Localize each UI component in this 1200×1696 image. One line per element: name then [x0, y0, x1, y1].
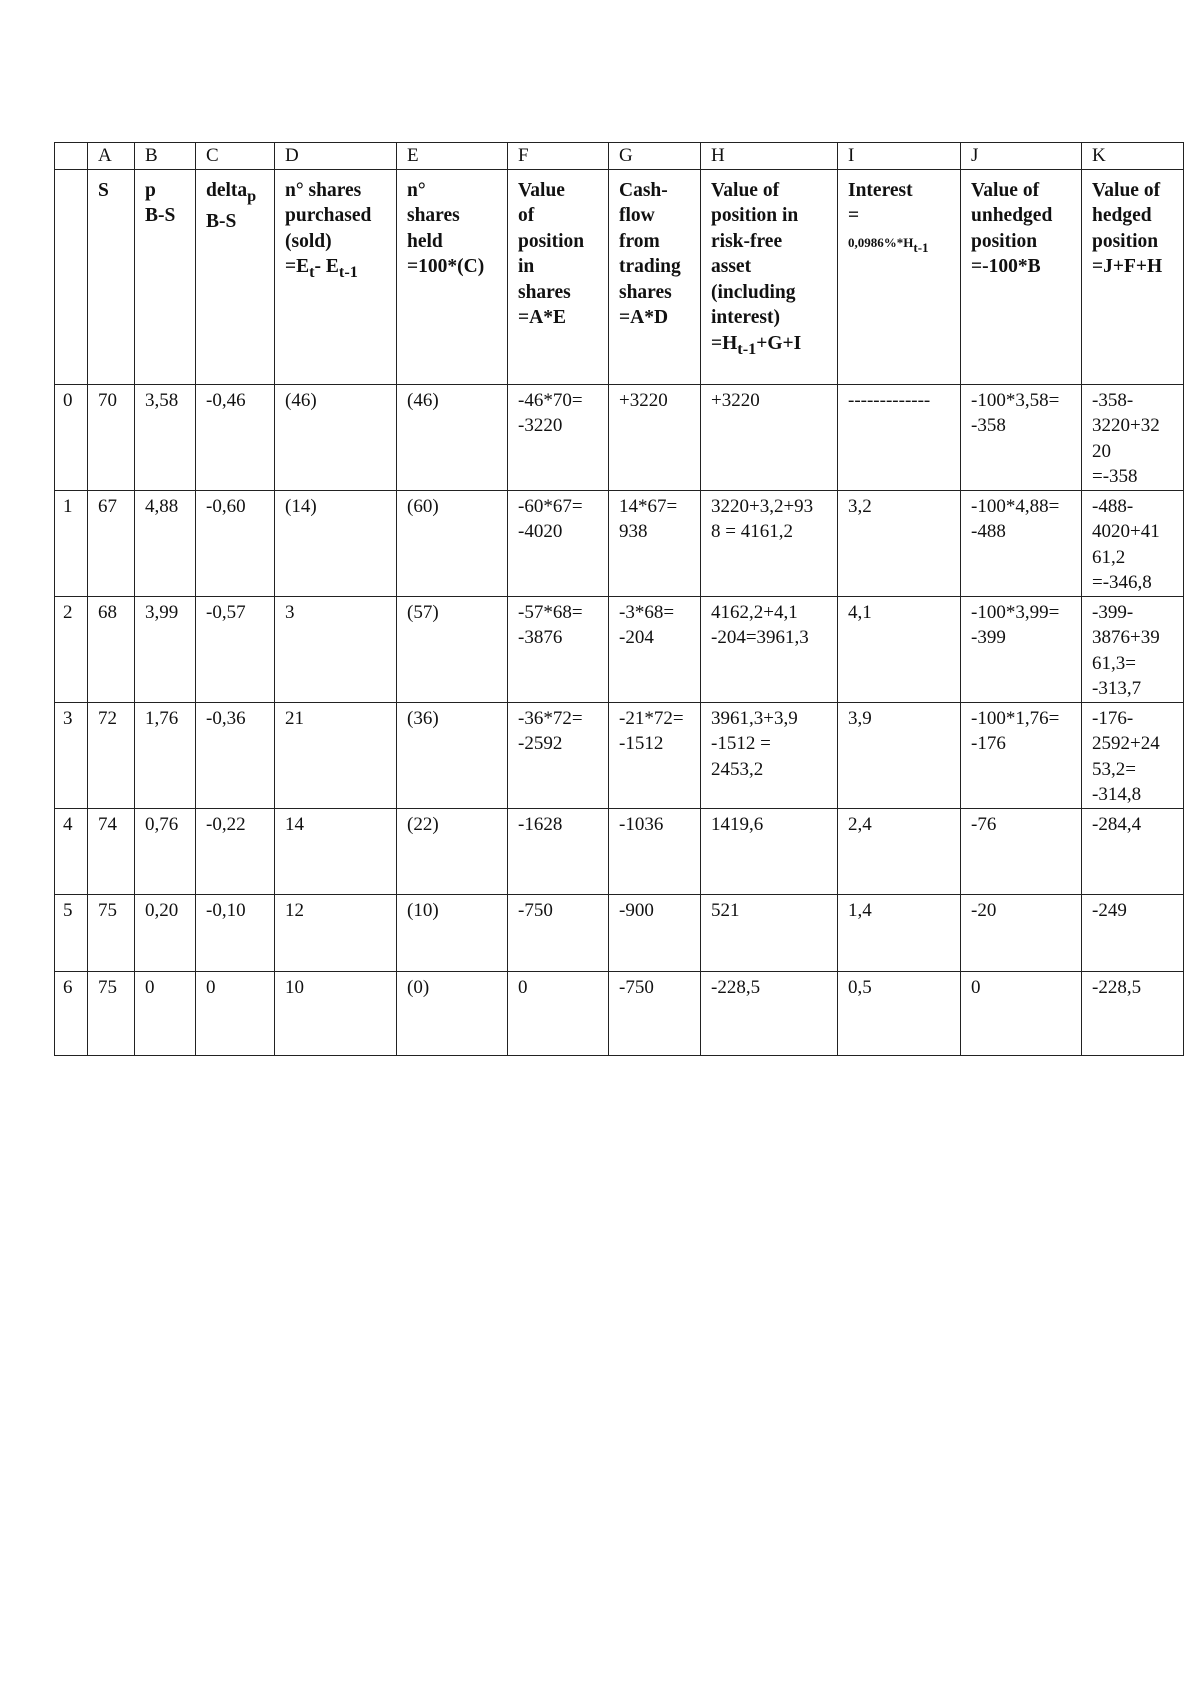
row-index-cell: 1 — [55, 490, 88, 596]
table-row — [55, 702, 1184, 808]
table-cell-d: (46) — [275, 384, 397, 490]
table-cell-i: 0,5 — [838, 971, 961, 1055]
table-cell-j: -100*3,58= -358 — [961, 384, 1082, 490]
header-cell-empty — [55, 169, 88, 384]
table-cell-d: 21 — [275, 702, 397, 808]
header-c-main: delta — [206, 179, 248, 201]
table-cell-i: 2,4 — [838, 808, 961, 894]
header-cell-d — [275, 169, 397, 384]
table-body — [55, 384, 1184, 1055]
column-letter-cell: K — [1082, 143, 1184, 170]
table-cell-g: -900 — [609, 894, 701, 971]
table-cell-f: -36*72= -2592 — [508, 702, 609, 808]
table-row — [55, 384, 1184, 490]
table-cell-b: 0,20 — [135, 894, 196, 971]
table-cell-i: ------------- — [838, 384, 961, 490]
table-cell-e: (57) — [397, 596, 508, 702]
row-index-cell: 6 — [55, 971, 88, 1055]
table-cell-a: 68 — [88, 596, 135, 702]
table-cell-i: 3,9 — [838, 702, 961, 808]
table-cell-c: -0,60 — [196, 490, 275, 596]
table-cell-g: -1036 — [609, 808, 701, 894]
header-c-tail: B-S — [206, 210, 237, 232]
row-index-cell: 2 — [55, 596, 88, 702]
table-cell-e: (60) — [397, 490, 508, 596]
header-cell-c — [196, 169, 275, 384]
table-cell-e: (36) — [397, 702, 508, 808]
table-cell-h: 4162,2+4,1 -204=3961,3 — [701, 596, 838, 702]
header-h-sub: t-1 — [737, 339, 757, 358]
header-i-formula: 0,0986%*H — [848, 234, 914, 250]
column-letter-cell — [55, 143, 88, 170]
table-row — [55, 808, 1184, 894]
header-c-sub: p — [247, 186, 257, 205]
table-cell-j: -100*1,76= -176 — [961, 702, 1082, 808]
column-letter-cell: J — [961, 143, 1082, 170]
table-row — [55, 490, 1184, 596]
table-cell-e: (46) — [397, 384, 508, 490]
table-cell-e: (22) — [397, 808, 508, 894]
table-cell-c: 0 — [196, 971, 275, 1055]
table-cell-c: -0,57 — [196, 596, 275, 702]
header-d-sub1: t — [309, 262, 315, 281]
table-cell-a: 70 — [88, 384, 135, 490]
table-cell-e: (10) — [397, 894, 508, 971]
table-cell-c: -0,10 — [196, 894, 275, 971]
table-cell-h: 521 — [701, 894, 838, 971]
table-cell-k: -358- 3220+32 20 =-358 — [1082, 384, 1184, 490]
table-cell-e: (0) — [397, 971, 508, 1055]
table-cell-h: 1419,6 — [701, 808, 838, 894]
table-cell-k: -399- 3876+39 61,3= -313,7 — [1082, 596, 1184, 702]
table-cell-k: -176- 2592+24 53,2= -314,8 — [1082, 702, 1184, 808]
table-cell-a: 72 — [88, 702, 135, 808]
row-index-cell: 0 — [55, 384, 88, 490]
table-cell-c: -0,46 — [196, 384, 275, 490]
table-cell-b: 0,76 — [135, 808, 196, 894]
header-cell-f: Value of position in shares =A*E — [508, 169, 609, 384]
table-cell-i: 3,2 — [838, 490, 961, 596]
table-cell-j: -100*4,88= -488 — [961, 490, 1082, 596]
table-cell-g: 14*67= 938 — [609, 490, 701, 596]
column-letter-cell: E — [397, 143, 508, 170]
table-cell-b: 3,99 — [135, 596, 196, 702]
header-h-main: Value of position in risk-free asset (including interest) =H — [711, 179, 799, 354]
table-cell-b: 0 — [135, 971, 196, 1055]
header-cell-e: n° shares held =100*(C) — [397, 169, 508, 384]
column-letter-cell: A — [88, 143, 135, 170]
header-cell-a: S — [88, 169, 135, 384]
table-cell-j: -76 — [961, 808, 1082, 894]
table-cell-h: 3220+3,2+93 8 = 4161,2 — [701, 490, 838, 596]
column-letter-row — [55, 143, 1184, 170]
header-cell-i — [838, 169, 961, 384]
column-letter-cell: B — [135, 143, 196, 170]
table-cell-g: -750 — [609, 971, 701, 1055]
column-letter-cell: C — [196, 143, 275, 170]
table-cell-a: 75 — [88, 894, 135, 971]
table-cell-j: -20 — [961, 894, 1082, 971]
table-row — [55, 971, 1184, 1055]
row-index-cell: 4 — [55, 808, 88, 894]
table-cell-g: -3*68= -204 — [609, 596, 701, 702]
table-cell-g: +3220 — [609, 384, 701, 490]
table-cell-g: -21*72= -1512 — [609, 702, 701, 808]
table-row — [55, 894, 1184, 971]
table-cell-k: -249 — [1082, 894, 1184, 971]
table-cell-h: -228,5 — [701, 971, 838, 1055]
table-cell-f: -57*68= -3876 — [508, 596, 609, 702]
header-cell-b: p B-S — [135, 169, 196, 384]
table-cell-d: 3 — [275, 596, 397, 702]
table-cell-k: -284,4 — [1082, 808, 1184, 894]
header-cell-g: Cash- flow from trading shares =A*D — [609, 169, 701, 384]
table-row — [55, 596, 1184, 702]
table-cell-k: -228,5 — [1082, 971, 1184, 1055]
table-cell-a: 74 — [88, 808, 135, 894]
table-cell-f: -60*67= -4020 — [508, 490, 609, 596]
table-cell-i: 4,1 — [838, 596, 961, 702]
header-cell-h — [701, 169, 838, 384]
table-cell-c: -0,36 — [196, 702, 275, 808]
row-index-cell: 5 — [55, 894, 88, 971]
table-cell-d: 10 — [275, 971, 397, 1055]
column-letter-cell: F — [508, 143, 609, 170]
table-cell-f: 0 — [508, 971, 609, 1055]
table-cell-f: -750 — [508, 894, 609, 971]
column-letter-cell: G — [609, 143, 701, 170]
table-cell-k: -488- 4020+41 61,2 =-346,8 — [1082, 490, 1184, 596]
table-cell-d: 14 — [275, 808, 397, 894]
header-cell-k: Value of hedged position =J+F+H — [1082, 169, 1184, 384]
table-cell-b: 1,76 — [135, 702, 196, 808]
header-d-mid: - E — [314, 256, 339, 277]
table-cell-a: 67 — [88, 490, 135, 596]
table-cell-b: 4,88 — [135, 490, 196, 596]
table-cell-f: -46*70= -3220 — [508, 384, 609, 490]
table-cell-a: 75 — [88, 971, 135, 1055]
column-letter-cell: D — [275, 143, 397, 170]
delta-hedging-table — [54, 142, 1184, 1056]
column-letter-cell: I — [838, 143, 961, 170]
table-cell-d: 12 — [275, 894, 397, 971]
header-d-main: n° shares purchased (sold) =E — [285, 179, 372, 277]
header-cell-j: Value of unhedged position =-100*B — [961, 169, 1082, 384]
table-cell-j: 0 — [961, 971, 1082, 1055]
table-cell-d: (14) — [275, 490, 397, 596]
table-cell-i: 1,4 — [838, 894, 961, 971]
table-cell-c: -0,22 — [196, 808, 275, 894]
header-i-main: Interest = — [848, 179, 913, 226]
table-cell-f: -1628 — [508, 808, 609, 894]
header-i-sub: t-1 — [913, 239, 929, 255]
column-letter-cell: H — [701, 143, 838, 170]
table-cell-h: +3220 — [701, 384, 838, 490]
table-cell-b: 3,58 — [135, 384, 196, 490]
header-h-tail: +G+I — [756, 332, 802, 354]
table-cell-h: 3961,3+3,9 -1512 = 2453,2 — [701, 702, 838, 808]
table-cell-j: -100*3,99= -399 — [961, 596, 1082, 702]
row-index-cell: 3 — [55, 702, 88, 808]
header-d-sub2: t-1 — [338, 262, 358, 281]
column-header-row — [55, 169, 1184, 384]
